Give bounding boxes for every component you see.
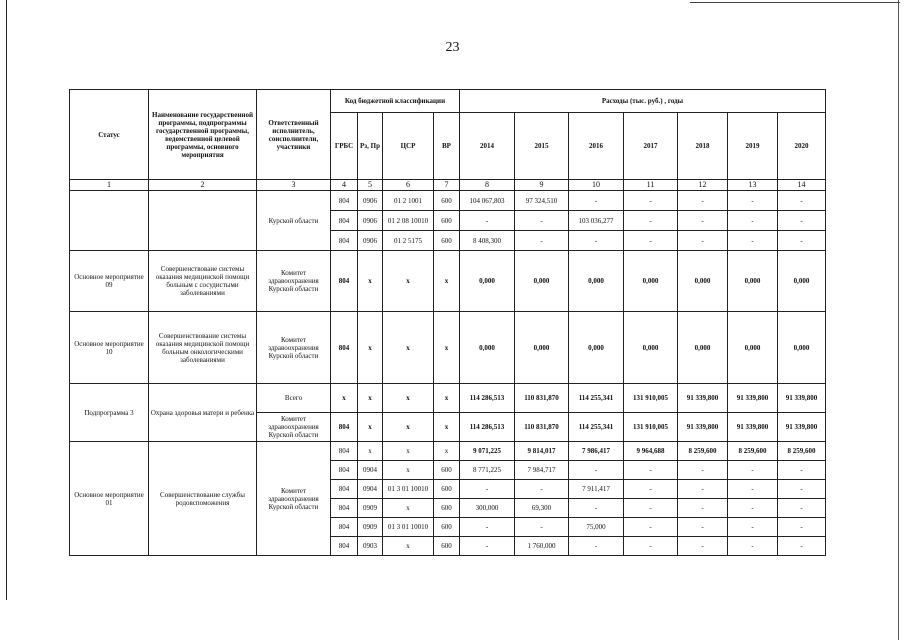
header-year: 2020 xyxy=(778,113,826,180)
amount-cell: - xyxy=(624,191,678,211)
name-cell: Совершенствоваие системы оказания медицинской помощи больным с сосудистыми заболеваниями xyxy=(149,251,257,312)
code-cell: 0904 xyxy=(358,480,383,499)
table-row xyxy=(70,312,826,384)
amount-cell: 110 831,870 xyxy=(515,384,569,413)
amount-cell: 0,000 xyxy=(678,251,728,312)
amount-cell: 0,000 xyxy=(778,312,826,384)
responsible-cell: Комитет здравоохранения Курской области xyxy=(257,312,331,384)
code-cell: 01 2 08 10010 xyxy=(383,211,434,231)
responsible-cell: Комитет здравоохранения Курской области xyxy=(257,251,331,312)
amount-cell: 0,000 xyxy=(569,251,624,312)
status-cell xyxy=(70,191,149,251)
code-cell: x xyxy=(383,499,434,518)
amount-cell: 104 067,803 xyxy=(460,191,515,211)
header-status: Статус xyxy=(70,90,149,180)
code-cell: x xyxy=(358,413,383,442)
amount-cell: 7 986,417 xyxy=(569,442,624,461)
name-cell: Совершенствование службы родовспоможения xyxy=(149,442,257,556)
amount-cell: 114 286,513 xyxy=(460,384,515,413)
amount-cell: 8 771,225 xyxy=(460,461,515,480)
header-vr: ВР xyxy=(434,113,460,180)
status-cell: Основное мероприятие 01 xyxy=(70,442,149,556)
code-cell: 600 xyxy=(434,231,460,251)
amount-cell: - xyxy=(624,211,678,231)
column-number: 11 xyxy=(624,180,678,191)
header-rzpr: Рз, Пр xyxy=(358,113,383,180)
code-cell: x xyxy=(383,251,434,312)
header-grbs: ГРБС xyxy=(331,113,358,180)
page-edge-right xyxy=(898,0,899,640)
code-cell: x xyxy=(434,413,460,442)
code-cell: 804 xyxy=(331,537,358,556)
code-cell: 0906 xyxy=(358,231,383,251)
amount-cell: 9 814,017 xyxy=(515,442,569,461)
code-cell: 600 xyxy=(434,499,460,518)
amount-cell: - xyxy=(778,461,826,480)
amount-cell: - xyxy=(778,480,826,499)
page-edge-left xyxy=(6,0,7,600)
column-number: 3 xyxy=(257,180,331,191)
status-cell: Основное мероприятие 09 xyxy=(70,251,149,312)
amount-cell: - xyxy=(778,518,826,537)
column-number: 12 xyxy=(678,180,728,191)
amount-cell: - xyxy=(728,211,778,231)
code-cell: 600 xyxy=(434,211,460,231)
code-cell: x xyxy=(383,384,434,413)
amount-cell: - xyxy=(678,480,728,499)
code-cell: 804 xyxy=(331,251,358,312)
column-number: 1 xyxy=(70,180,149,191)
amount-cell: - xyxy=(460,537,515,556)
code-cell: 01 3 01 10010 xyxy=(383,480,434,499)
code-cell: x xyxy=(434,384,460,413)
amount-cell: - xyxy=(728,461,778,480)
amount-cell: 1 760,000 xyxy=(515,537,569,556)
amount-cell: 8 259,600 xyxy=(778,442,826,461)
amount-cell: 300,000 xyxy=(460,499,515,518)
name-cell: Совершенствование системы оказания медицинской помощи больным онкологическими заболеваниями xyxy=(149,312,257,384)
code-cell: 804 xyxy=(331,480,358,499)
amount-cell: - xyxy=(678,191,728,211)
amount-cell: 97 324,510 xyxy=(515,191,569,211)
name-cell: Охрана здоровья матери и ребенка xyxy=(149,384,257,442)
amount-cell: 114 255,341 xyxy=(569,384,624,413)
code-cell: x xyxy=(383,442,434,461)
amount-cell: 110 831,870 xyxy=(515,413,569,442)
budget-table xyxy=(69,89,826,556)
table-row xyxy=(70,442,826,461)
amount-cell: - xyxy=(624,231,678,251)
amount-cell: - xyxy=(624,499,678,518)
code-cell: x xyxy=(358,251,383,312)
amount-cell: 8 259,600 xyxy=(728,442,778,461)
code-cell: 804 xyxy=(331,518,358,537)
amount-cell: - xyxy=(778,231,826,251)
column-number: 13 xyxy=(728,180,778,191)
column-number: 14 xyxy=(778,180,826,191)
page-edge-top xyxy=(690,2,900,3)
amount-cell: - xyxy=(515,480,569,499)
amount-cell: - xyxy=(678,537,728,556)
responsible-cell: Комитет здравоохранения Курской области xyxy=(257,413,331,442)
amount-cell: 7 984,717 xyxy=(515,461,569,480)
code-cell: x xyxy=(383,413,434,442)
amount-cell: - xyxy=(569,461,624,480)
code-cell: x xyxy=(383,537,434,556)
code-cell: 804 xyxy=(331,312,358,384)
code-cell: x xyxy=(383,461,434,480)
amount-cell: 91 339,800 xyxy=(678,384,728,413)
header-year: 2015 xyxy=(515,113,569,180)
amount-cell: - xyxy=(728,191,778,211)
page-number: 23 xyxy=(445,40,460,55)
column-number: 10 xyxy=(569,180,624,191)
amount-cell: - xyxy=(624,461,678,480)
column-number: 2 xyxy=(149,180,257,191)
header-year: 2018 xyxy=(678,113,728,180)
amount-cell: - xyxy=(569,191,624,211)
code-cell: x xyxy=(331,384,358,413)
amount-cell: - xyxy=(778,499,826,518)
code-cell: 804 xyxy=(331,461,358,480)
header-year: 2016 xyxy=(569,113,624,180)
amount-cell: 91 339,800 xyxy=(728,384,778,413)
amount-cell: 131 910,005 xyxy=(624,413,678,442)
code-cell: 804 xyxy=(331,442,358,461)
amount-cell: - xyxy=(728,231,778,251)
code-cell: 804 xyxy=(331,191,358,211)
header-year: 2014 xyxy=(460,113,515,180)
amount-cell: - xyxy=(624,518,678,537)
amount-cell: 0,000 xyxy=(678,312,728,384)
amount-cell: 103 036,277 xyxy=(569,211,624,231)
column-number: 5 xyxy=(358,180,383,191)
amount-cell: 0,000 xyxy=(460,312,515,384)
amount-cell: - xyxy=(728,499,778,518)
amount-cell: - xyxy=(569,231,624,251)
code-cell: 0903 xyxy=(358,537,383,556)
code-cell: x xyxy=(358,312,383,384)
column-number: 8 xyxy=(460,180,515,191)
amount-cell: 91 339,800 xyxy=(778,413,826,442)
column-number-row xyxy=(70,180,826,191)
status-cell: Основное мероприятие 10 xyxy=(70,312,149,384)
amount-cell: - xyxy=(515,231,569,251)
header-year: 2019 xyxy=(728,113,778,180)
amount-cell: - xyxy=(569,499,624,518)
code-cell: 600 xyxy=(434,518,460,537)
amount-cell: - xyxy=(678,518,728,537)
amount-cell: 0,000 xyxy=(778,251,826,312)
code-cell: 804 xyxy=(331,499,358,518)
responsible-cell: Курской области xyxy=(257,191,331,251)
amount-cell: - xyxy=(624,537,678,556)
code-cell: 600 xyxy=(434,191,460,211)
amount-cell: 131 910,005 xyxy=(624,384,678,413)
amount-cell: - xyxy=(460,518,515,537)
amount-cell: - xyxy=(460,211,515,231)
amount-cell: - xyxy=(728,518,778,537)
amount-cell: - xyxy=(460,480,515,499)
amount-cell: - xyxy=(678,211,728,231)
code-cell: x xyxy=(434,312,460,384)
amount-cell: - xyxy=(569,537,624,556)
amount-cell: - xyxy=(678,461,728,480)
column-number: 6 xyxy=(383,180,434,191)
amount-cell: - xyxy=(728,537,778,556)
amount-cell: 114 286,513 xyxy=(460,413,515,442)
amount-cell: 0,000 xyxy=(569,312,624,384)
amount-cell: - xyxy=(728,480,778,499)
code-cell: 0909 xyxy=(358,518,383,537)
amount-cell: 114 255,341 xyxy=(569,413,624,442)
amount-cell: - xyxy=(678,231,728,251)
header-budget-code: Код бюджетной классификации xyxy=(331,90,460,113)
code-cell: x xyxy=(383,312,434,384)
code-cell: 600 xyxy=(434,537,460,556)
column-number: 9 xyxy=(515,180,569,191)
amount-cell: - xyxy=(624,480,678,499)
code-cell: 0904 xyxy=(358,461,383,480)
amount-cell: 0,000 xyxy=(515,312,569,384)
code-cell: 0909 xyxy=(358,499,383,518)
code-cell: 600 xyxy=(434,461,460,480)
amount-cell: 7 911,417 xyxy=(569,480,624,499)
header-expenses: Расходы (тыс. руб.) , годы xyxy=(460,90,826,113)
status-cell: Подпрограмма 3 xyxy=(70,384,149,442)
code-cell: 804 xyxy=(331,211,358,231)
amount-cell: 75,000 xyxy=(569,518,624,537)
table-row xyxy=(70,251,826,312)
code-cell: 01 2 1001 xyxy=(383,191,434,211)
amount-cell: 8 259,600 xyxy=(678,442,728,461)
code-cell: x xyxy=(434,442,460,461)
amount-cell: - xyxy=(778,537,826,556)
table-row xyxy=(70,191,826,211)
amount-cell: 91 339,800 xyxy=(778,384,826,413)
code-cell: 01 2 5175 xyxy=(383,231,434,251)
header-year: 2017 xyxy=(624,113,678,180)
amount-cell: 91 339,800 xyxy=(678,413,728,442)
amount-cell: 0,000 xyxy=(624,251,678,312)
code-cell: 804 xyxy=(331,413,358,442)
code-cell: 0906 xyxy=(358,191,383,211)
column-number: 4 xyxy=(331,180,358,191)
amount-cell: - xyxy=(515,211,569,231)
code-cell: 01 3 01 10010 xyxy=(383,518,434,537)
header-responsible: Ответственный исполнитель, соисполнители, участники xyxy=(257,90,331,180)
header-csr: ЦСР xyxy=(383,113,434,180)
header-row xyxy=(70,90,826,113)
code-cell: x xyxy=(358,384,383,413)
amount-cell: 0,000 xyxy=(515,251,569,312)
amount-cell: 9 071,225 xyxy=(460,442,515,461)
amount-cell: - xyxy=(515,518,569,537)
amount-cell: 9 964,688 xyxy=(624,442,678,461)
code-cell: x xyxy=(434,251,460,312)
header-name: Наименование государственной программы, подпрограммы государственной программы, ведомственной целевой программы, основного мероприятия xyxy=(149,90,257,180)
code-cell: 804 xyxy=(331,231,358,251)
code-cell: 0906 xyxy=(358,211,383,231)
amount-cell: 91 339,800 xyxy=(728,413,778,442)
name-cell xyxy=(149,191,257,251)
amount-cell: - xyxy=(678,499,728,518)
amount-cell: 0,000 xyxy=(728,251,778,312)
amount-cell: 0,000 xyxy=(728,312,778,384)
amount-cell: 69,300 xyxy=(515,499,569,518)
responsible-cell: Всего xyxy=(257,384,331,413)
amount-cell: 8 408,300 xyxy=(460,231,515,251)
amount-cell: - xyxy=(778,191,826,211)
column-number: 7 xyxy=(434,180,460,191)
code-cell: 600 xyxy=(434,480,460,499)
amount-cell: 0,000 xyxy=(624,312,678,384)
responsible-cell: Комитет здравоохранения Курской области xyxy=(257,442,331,556)
amount-cell: 0,000 xyxy=(460,251,515,312)
amount-cell: - xyxy=(778,211,826,231)
code-cell: x xyxy=(358,442,383,461)
table-row xyxy=(70,384,826,413)
